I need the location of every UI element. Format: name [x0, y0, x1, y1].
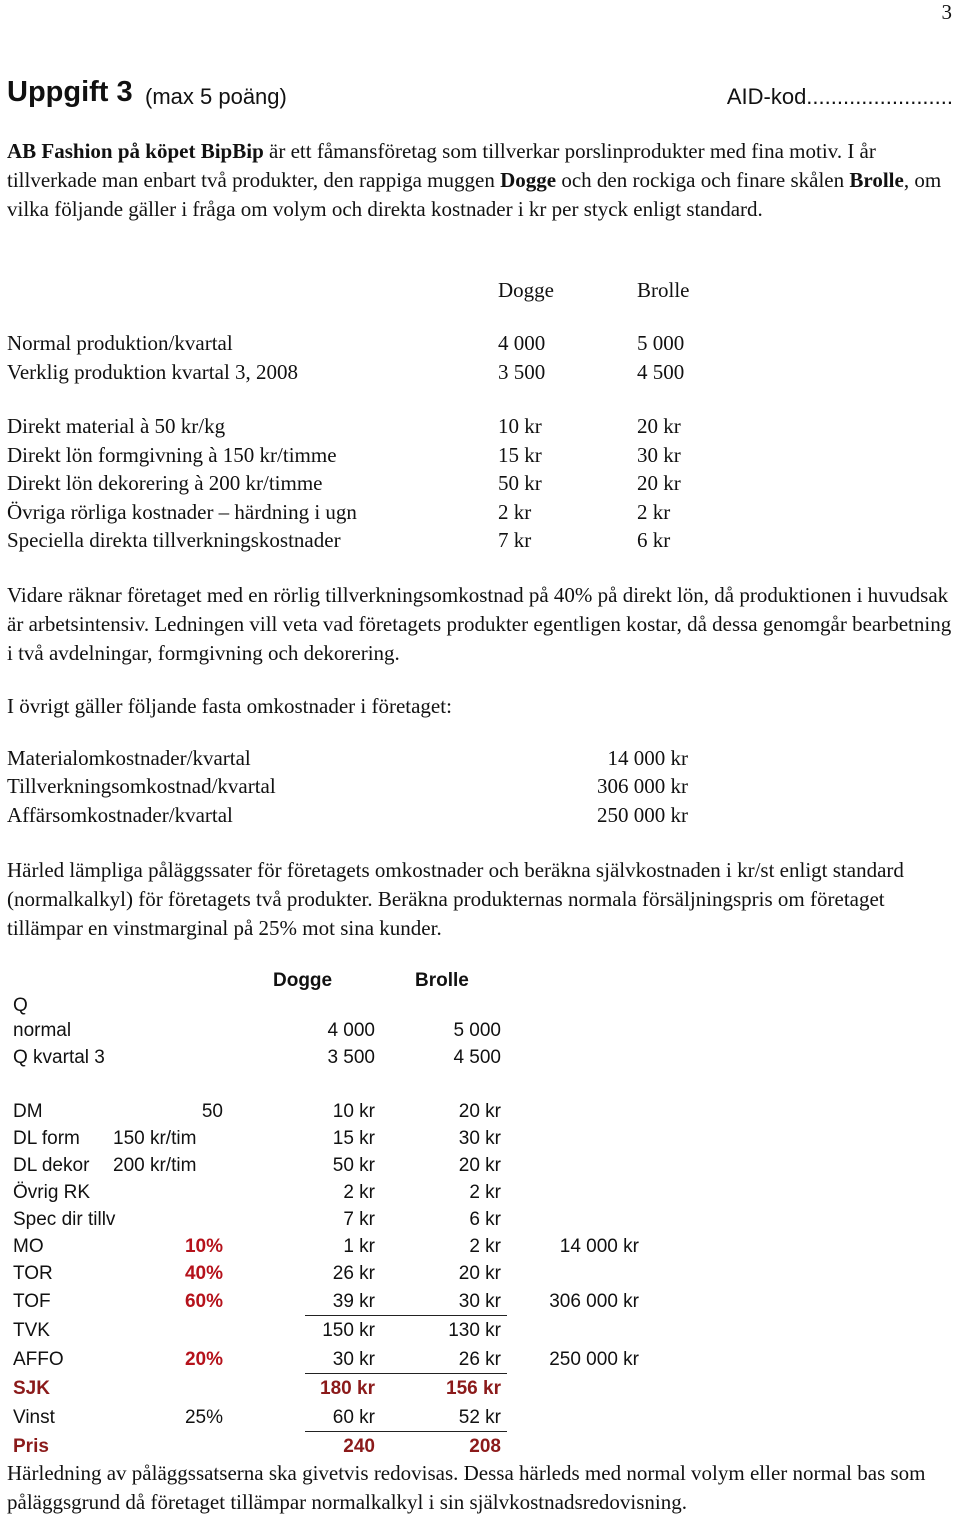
table-row-label: Normal produktion/kvartal — [7, 331, 233, 355]
table-cell: 3 500 — [498, 360, 546, 384]
solution-row-label: SJK — [13, 1378, 50, 1399]
solution-cell: 50 kr — [332, 1155, 375, 1176]
table-row-label: Speciella direkta tillverkningskostnader — [7, 528, 341, 552]
table-cell: 4 000 — [498, 331, 546, 355]
solution-rate: 20% — [184, 1349, 223, 1370]
task-points: (max 5 poäng) — [145, 84, 287, 109]
solution-row-label: Q kvartal 3 — [13, 1047, 105, 1068]
solution-row-label: TOF — [13, 1291, 51, 1312]
sum-underline — [305, 1373, 507, 1374]
task-header — [7, 70, 953, 120]
table-cell: 2 kr — [498, 500, 532, 524]
table-row-label: Övriga rörliga kostnader – härdning i ugn — [7, 500, 357, 524]
solution-rate: 60% — [184, 1291, 223, 1312]
solution-row-label: normal — [13, 1020, 72, 1041]
question-paragraph: Härled lämpliga påläggssater för företagets omkostnader och beräkna självkostnaden i kr/st enligt standard (normalkalkyl) för företagets två produkter. Beräkna produkternas normala försäljningspris om företaget tillämpar en vinstmarginal på 25% mot sina kunder. — [7, 858, 904, 940]
solution-cell: 30 kr — [458, 1128, 501, 1149]
fixed-cost-label: Affärsomkostnader/kvartal — [7, 803, 233, 827]
solution-cell: 130 kr — [448, 1320, 501, 1341]
solution-cell: 156 kr — [446, 1378, 501, 1399]
intro-paragraph — [7, 137, 953, 224]
solution-row-label: TVK — [13, 1320, 50, 1341]
table-row-label: Direkt lön dekorering à 200 kr/timme — [7, 471, 323, 495]
solution-cell: 26 kr — [332, 1263, 375, 1284]
solution-cell: 208 — [469, 1436, 501, 1457]
aid-code-field: AID-kod........................ — [726, 84, 953, 109]
solution-cell: 6 kr — [469, 1209, 501, 1230]
solution-cell: 240 — [343, 1436, 375, 1457]
solution-cell: 20 kr — [458, 1155, 501, 1176]
product-dogge: Dogge — [500, 168, 557, 192]
intro-text-3: , om vilka följande gäller i fråga om volym och direkta kostnader i kr per styck enligt standard. — [7, 168, 942, 221]
solution-rate: 40% — [184, 1263, 223, 1284]
solution-row-label: TOR — [13, 1263, 53, 1284]
fixed-cost-value: 250 000 kr — [597, 803, 688, 827]
solution-cell: 1 kr — [343, 1236, 375, 1257]
solution-fixed-cost: 250 000 kr — [549, 1349, 639, 1370]
table-cell: 4 500 — [637, 360, 685, 384]
solution-cell: 5 000 — [453, 1020, 501, 1041]
solution-cell: 15 kr — [332, 1128, 375, 1149]
column-header-brolle: Brolle — [637, 278, 690, 302]
footer-note: Härledning av påläggssatserna ska givetvis redovisas. Dessa härleds med normal volym eller normal bas som påläggsgrund då företaget tillämpar normalkalkyl i sin självkostnadsredovisning. — [7, 1461, 926, 1514]
table-cell: 7 kr — [498, 528, 532, 552]
solution-cell: 20 kr — [458, 1263, 501, 1284]
table-cell: 6 kr — [637, 528, 671, 552]
table-row-label: Direkt material à 50 kr/kg — [7, 414, 226, 438]
fixed-cost-label: Materialomkostnader/kvartal — [7, 746, 251, 770]
solution-row-label: Vinst — [13, 1407, 55, 1428]
sum-underline — [305, 1431, 507, 1432]
solution-row-label: MO — [13, 1236, 44, 1257]
solution-cell: 4 500 — [453, 1047, 501, 1068]
solution-fixed-cost: 306 000 kr — [549, 1291, 639, 1312]
solution-cell: 10 kr — [332, 1101, 375, 1122]
solution-row-label: DM — [13, 1101, 43, 1122]
solution-cell: 30 kr — [332, 1349, 375, 1370]
solution-cell: 7 kr — [343, 1209, 375, 1230]
table-row-label: Verklig produktion kvartal 3, 2008 — [7, 360, 299, 384]
solution-cell: 20 kr — [458, 1101, 501, 1122]
table-cell: 20 kr — [637, 414, 681, 438]
table-cell: 50 kr — [498, 471, 542, 495]
page-number: 3 — [941, 0, 952, 24]
solution-cell: 4 000 — [327, 1020, 375, 1041]
solution-cell: 60 kr — [332, 1407, 375, 1428]
solution-cell: 52 kr — [458, 1407, 501, 1428]
fixed-cost-value: 306 000 kr — [597, 774, 688, 798]
solution-cell: 2 kr — [343, 1182, 375, 1203]
product-brolle: Brolle — [849, 168, 904, 192]
solution-param: 25% — [184, 1407, 223, 1428]
fixed-costs-intro: I övrigt gäller följande fasta omkostnader i företaget: — [7, 694, 452, 718]
sum-underline — [305, 1315, 507, 1316]
solution-row-label: DL form — [13, 1128, 80, 1149]
fixed-cost-value: 14 000 kr — [607, 746, 688, 770]
table-cell: 30 kr — [637, 443, 681, 467]
solution-header-brolle: Brolle — [415, 970, 469, 991]
table-cell: 10 kr — [498, 414, 542, 438]
solution-param: 50 — [201, 1101, 223, 1122]
table-cell: 20 kr — [637, 471, 681, 495]
solution-cell: 26 kr — [458, 1349, 501, 1370]
solution-cell: 180 kr — [320, 1378, 375, 1399]
solution-fixed-cost: 14 000 kr — [559, 1236, 639, 1257]
solution-row-label: Pris — [13, 1436, 49, 1457]
solution-cell: 2 kr — [469, 1236, 501, 1257]
solution-param: 150 kr/tim — [113, 1128, 197, 1149]
column-header-dogge: Dogge — [498, 278, 554, 302]
solution-row-label: Spec dir tillv — [13, 1209, 116, 1230]
table-cell: 5 000 — [637, 331, 685, 355]
intro-text-2: och den rockiga och finare skålen — [556, 168, 850, 192]
overhead-paragraph: Vidare räknar företaget med en rörlig tillverkningsomkostnad på 40% på direkt lön, då produktionen i huvudsak är arbetsintensiv. Ledningen vill veta vad företagets produkter egentligen kostar, då dessa genomgår bearbetning i två avdelningar, formgivning och dekorering. — [7, 583, 952, 665]
solution-header-dogge: Dogge — [273, 970, 333, 991]
company-name: AB Fashion på köpet BipBip — [7, 139, 264, 163]
solution-rate: 10% — [184, 1236, 223, 1257]
fixed-cost-label: Tillverkningsomkostnad/kvartal — [7, 774, 276, 798]
solution-param: 200 kr/tim — [113, 1155, 197, 1176]
solution-cell: 30 kr — [458, 1291, 501, 1312]
solution-cell: 2 kr — [469, 1182, 501, 1203]
solution-cell: 3 500 — [327, 1047, 375, 1068]
table-cell: 15 kr — [498, 443, 542, 467]
task-title: Uppgift 3 — [7, 76, 133, 108]
solution-row-label: DL dekor — [13, 1155, 90, 1176]
solution-row-label: Övrig RK — [13, 1182, 91, 1203]
table-row-label: Direkt lön formgivning à 150 kr/timme — [7, 443, 337, 467]
solution-row-label: AFFO — [13, 1349, 64, 1370]
solution-cell: 150 kr — [322, 1320, 375, 1341]
solution-cell: 39 kr — [332, 1291, 375, 1312]
table-cell: 2 kr — [637, 500, 671, 524]
solution-row-label: Q — [13, 995, 28, 1016]
intro-text-1: är ett fåmansföretag som tillverkar porslinprodukter med fina motiv. I år tillverkade man enbart två produkter, den rappiga muggen — [7, 139, 876, 192]
